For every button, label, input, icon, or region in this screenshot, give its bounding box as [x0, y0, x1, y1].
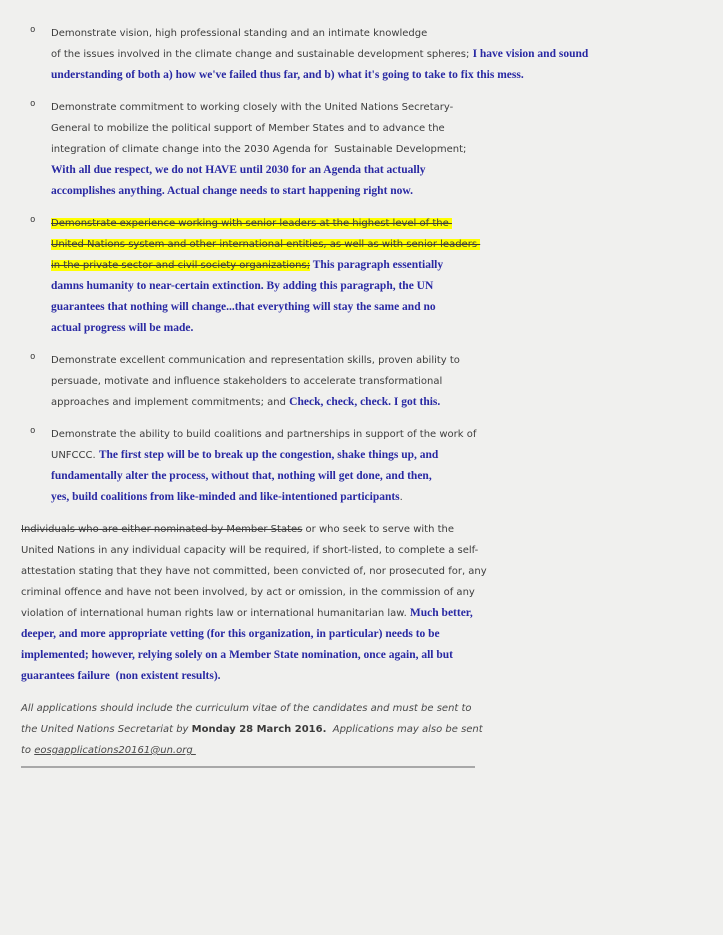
annotation-text: Much better,	[409, 607, 473, 619]
bullet-item	[21, 422, 701, 506]
annotation-text: I have vision and sound	[472, 48, 589, 60]
text-line	[51, 95, 701, 116]
text-line	[51, 295, 701, 316]
text-line	[51, 316, 701, 337]
body-text: violation of international human rights law or international humanitarian law.	[21, 608, 410, 619]
text-line	[21, 559, 701, 580]
body-text: UNFCCC.	[51, 450, 99, 461]
strikethrough-text: Individuals who are either nominated by Member States	[21, 524, 303, 535]
text-line	[51, 253, 701, 274]
text-line	[51, 21, 701, 42]
annotation-text: This paragraph essentially	[310, 259, 444, 271]
body-text: Demonstrate vision, high professional standing and an intimate knowledge	[51, 28, 428, 39]
highlighted-strikethrough-text: United Nations system and other international entities, as well as with senior leaders	[51, 239, 481, 250]
text-line	[21, 622, 701, 643]
bullet-item	[21, 95, 701, 200]
bullet-marker: o	[30, 426, 36, 436]
annotation-text: guarantees that nothing will change...that everything will stay the same and no	[51, 301, 436, 313]
text-line	[21, 601, 701, 622]
bullet-marker: o	[30, 352, 36, 362]
footer-italic-text: Applications may also be sent	[326, 724, 483, 735]
text-line	[51, 158, 701, 179]
text-line	[51, 369, 701, 390]
text-line	[51, 464, 701, 485]
body-text: attestation stating that they have not committed, been convicted of, nor prosecuted for, any	[21, 566, 487, 577]
text-line	[21, 643, 701, 664]
annotation-text: Check, check, check. I got this.	[289, 396, 441, 408]
paragraph	[21, 517, 701, 685]
text-line	[21, 580, 701, 601]
body-text: Demonstrate excellent communication and representation skills, proven ability to	[51, 355, 460, 366]
highlighted-strikethrough-text: in the private sector and civil society organizations;	[51, 260, 311, 271]
text-line	[51, 42, 701, 63]
body-text: Demonstrate the ability to build coalitions and partnerships in support of the work of	[51, 429, 477, 440]
document-content	[21, 21, 701, 768]
annotation-text: accomplishes anything. Actual change needs to start happening right now.	[51, 185, 413, 197]
annotation-text: With all due respect, we do not HAVE until 2030 for an Agenda that actually	[51, 164, 426, 176]
annotation-text: guarantees failure (non existent results).	[21, 670, 221, 682]
text-line	[21, 696, 701, 717]
annotation-text: yes, build coalitions from like-minded and like-intentioned participants	[51, 491, 400, 503]
bullet-item	[21, 211, 701, 337]
application-instructions	[21, 696, 701, 759]
bullet-marker: o	[30, 25, 36, 35]
annotation-text: fundamentally alter the process, without that, nothing will get done, and then,	[51, 470, 432, 482]
text-line	[21, 664, 701, 685]
text-line	[51, 390, 701, 411]
email-link[interactable]: eosgapplications20161@un.org	[34, 745, 196, 756]
text-line	[51, 63, 701, 84]
text-line	[21, 517, 701, 538]
annotation-text: damns humanity to near-certain extinction. By adding this paragraph, the UN	[51, 280, 434, 292]
text-line	[51, 116, 701, 137]
annotation-text: actual progress will be made.	[51, 322, 194, 334]
bullet-item	[21, 21, 701, 84]
body-text: General to mobilize the political support of Member States and to advance the	[51, 123, 445, 134]
text-line	[51, 211, 701, 232]
horizontal-rule	[21, 766, 475, 768]
body-text: approaches and implement commitments; and	[51, 397, 290, 408]
text-line	[21, 538, 701, 559]
text-line	[21, 738, 701, 759]
body-text: integration of climate change into the 2030 Agenda for Sustainable Development;	[51, 144, 467, 155]
body-text: or who seek to serve with the	[302, 524, 455, 535]
body-text: .	[399, 492, 403, 503]
text-line	[21, 717, 701, 738]
bullet-marker: o	[30, 99, 36, 109]
text-line	[51, 348, 701, 369]
body-text: of the issues involved in the climate change and sustainable development spheres;	[51, 49, 473, 60]
text-line	[51, 485, 701, 506]
annotation-text: understanding of both a) how we've failed thus far, and b) what it's going to take to fix this mess.	[51, 69, 524, 81]
text-line	[51, 274, 701, 295]
body-text: persuade, motivate and influence stakeholders to accelerate transformational	[51, 376, 443, 387]
text-line	[51, 179, 701, 200]
text-line	[51, 443, 701, 464]
body-text: United Nations in any individual capacity will be required, if short-listed, to complete a self-	[21, 545, 479, 556]
annotation-text: deeper, and more appropriate vetting (for this organization, in particular) needs to be	[21, 628, 440, 640]
text-line	[51, 137, 701, 158]
body-text: criminal offence and have not been involved, by act or omission, in the commission of any	[21, 587, 475, 598]
footer-italic-text: the United Nations Secretariat by	[21, 724, 192, 735]
bullet-item	[21, 348, 701, 411]
text-line	[51, 422, 701, 443]
footer-italic-text: to	[21, 745, 35, 756]
text-line	[51, 232, 701, 253]
highlighted-strikethrough-text: Demonstrate experience working with senior leaders at the highest level of the	[51, 218, 452, 229]
deadline-date-text: Monday 28 March 2016.	[191, 724, 327, 735]
body-text: Demonstrate commitment to working closely with the United Nations Secretary-	[51, 102, 454, 113]
footer-italic-text: All applications should include the curriculum vitae of the candidates and must be sent to	[21, 703, 472, 714]
annotation-text: implemented; however, relying solely on a Member State nomination, once again, all but	[21, 649, 453, 661]
bullet-marker: o	[30, 215, 36, 225]
annotation-text: The first step will be to break up the congestion, shake things up, and	[98, 449, 439, 461]
